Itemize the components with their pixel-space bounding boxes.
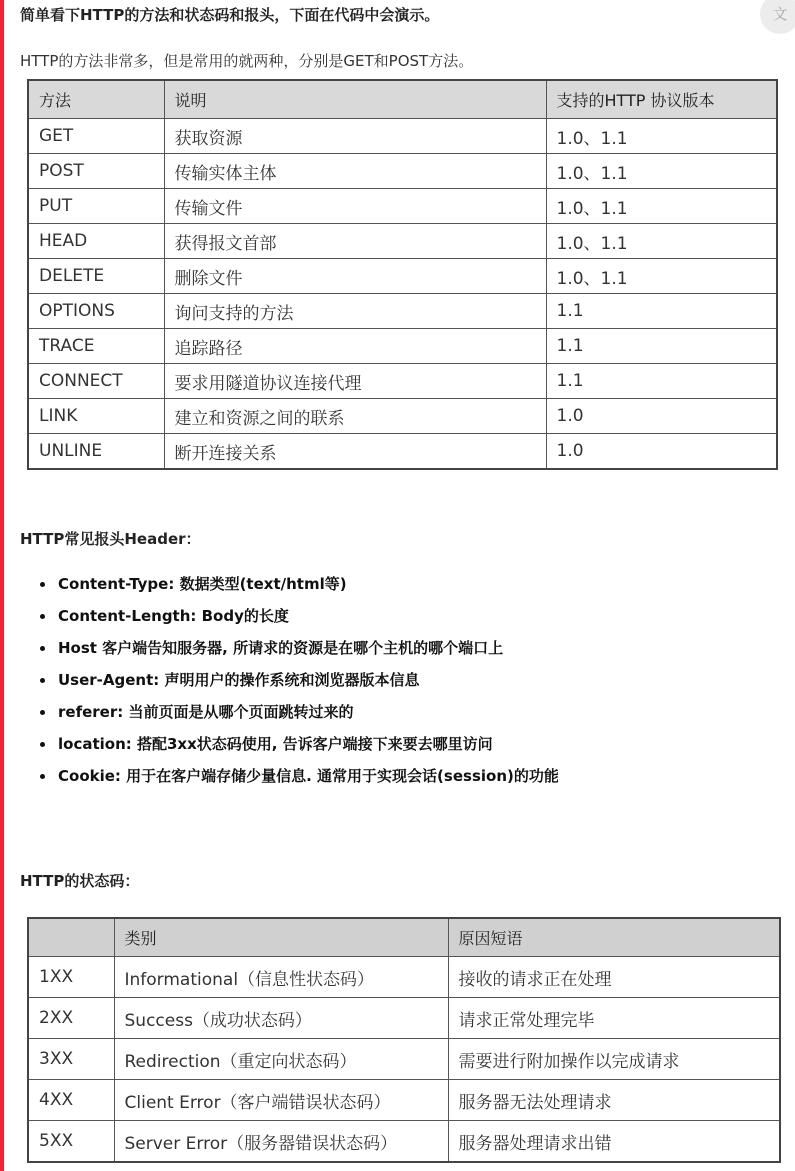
list-item: Host 客户端告知服务器, 所请求的资源是在哪个主机的哪个端口上 xyxy=(58,632,559,664)
table-header-row xyxy=(28,918,780,957)
method-description: 建立和资源之间的联系 xyxy=(164,399,546,434)
table-row xyxy=(28,294,777,329)
method-name: LINK xyxy=(28,399,164,434)
status-code-table xyxy=(27,917,781,1163)
method-version: 1.0、1.1 xyxy=(546,189,777,224)
method-name: PUT xyxy=(28,189,164,224)
method-description: 询问支持的方法 xyxy=(164,294,546,329)
status-reason: 服务器处理请求出错 xyxy=(448,1121,780,1163)
table-row xyxy=(28,998,780,1039)
method-description: 追踪路径 xyxy=(164,329,546,364)
status-reason: 接收的请求正在处理 xyxy=(448,957,780,998)
list-item: referer: 当前页面是从哪个页面跳转过来的 xyxy=(58,696,559,728)
table-row xyxy=(28,189,777,224)
table-row xyxy=(28,957,780,998)
column-header: 类别 xyxy=(114,918,448,957)
left-accent-bar xyxy=(0,0,4,1171)
translate-icon[interactable]: 文 xyxy=(760,0,795,34)
table-row xyxy=(28,329,777,364)
method-version: 1.0、1.1 xyxy=(546,224,777,259)
status-reason: 请求正常处理完毕 xyxy=(448,998,780,1039)
list-item: Content-Type: 数据类型(text/html等) xyxy=(58,568,559,600)
method-version: 1.1 xyxy=(546,364,777,399)
method-description: 断开连接关系 xyxy=(164,434,546,470)
table-row xyxy=(28,259,777,294)
method-description: 传输文件 xyxy=(164,189,546,224)
method-description: 获取资源 xyxy=(164,119,546,154)
method-name: TRACE xyxy=(28,329,164,364)
http-methods-table xyxy=(27,79,778,470)
status-category: Success（成功状态码） xyxy=(114,998,448,1039)
column-header: 方法 xyxy=(28,80,164,119)
status-category: Redirection（重定向状态码） xyxy=(114,1039,448,1080)
column-header: 说明 xyxy=(164,80,546,119)
method-description: 获得报文首部 xyxy=(164,224,546,259)
status-code: 3XX xyxy=(28,1039,114,1080)
method-version: 1.0 xyxy=(546,399,777,434)
table-row xyxy=(28,364,777,399)
intro-heading: 简单看下HTTP的方法和状态码和报头，下面在代码中会演示。 xyxy=(20,6,440,24)
method-name: CONNECT xyxy=(28,364,164,399)
method-version: 1.0、1.1 xyxy=(546,259,777,294)
list-item: User-Agent: 声明用户的操作系统和浏览器版本信息 xyxy=(58,664,559,696)
status-reason: 服务器无法处理请求 xyxy=(448,1080,780,1121)
header-list xyxy=(20,568,559,792)
method-description: 删除文件 xyxy=(164,259,546,294)
status-code: 4XX xyxy=(28,1080,114,1121)
status-category: Informational（信息性状态码） xyxy=(114,957,448,998)
table-header-row xyxy=(28,80,777,119)
table-row xyxy=(28,399,777,434)
status-category: Client Error（客户端错误状态码） xyxy=(114,1080,448,1121)
list-item: Cookie: 用于在客户端存储少量信息. 通常用于实现会话(session)的功能 xyxy=(58,760,559,792)
list-item: Content-Length: Body的长度 xyxy=(58,600,559,632)
method-version: 1.0、1.1 xyxy=(546,119,777,154)
table-row xyxy=(28,1039,780,1080)
list-item: location: 搭配3xx状态码使用, 告诉客户端接下来要去哪里访问 xyxy=(58,728,559,760)
status-category: Server Error（服务器错误状态码） xyxy=(114,1121,448,1163)
table-row xyxy=(28,119,777,154)
method-name: GET xyxy=(28,119,164,154)
intro-paragraph: HTTP的方法非常多，但是常用的就两种，分别是GET和POST方法。 xyxy=(20,52,474,70)
header-section-heading: HTTP常见报头Header： xyxy=(20,530,201,548)
table-row xyxy=(28,1080,780,1121)
table-row xyxy=(28,1121,780,1163)
table-row xyxy=(28,224,777,259)
method-name: POST xyxy=(28,154,164,189)
method-name: DELETE xyxy=(28,259,164,294)
status-code: 2XX xyxy=(28,998,114,1039)
method-version: 1.0 xyxy=(546,434,777,470)
column-header: 原因短语 xyxy=(448,918,780,957)
method-name: HEAD xyxy=(28,224,164,259)
table-row xyxy=(28,154,777,189)
method-version: 1.1 xyxy=(546,329,777,364)
status-code: 1XX xyxy=(28,957,114,998)
table-row xyxy=(28,434,777,470)
method-description: 要求用隧道协议连接代理 xyxy=(164,364,546,399)
method-version: 1.0、1.1 xyxy=(546,154,777,189)
column-header xyxy=(28,918,114,957)
method-name: OPTIONS xyxy=(28,294,164,329)
status-code: 5XX xyxy=(28,1121,114,1163)
status-reason: 需要进行附加操作以完成请求 xyxy=(448,1039,780,1080)
status-section-heading: HTTP的状态码： xyxy=(20,872,140,890)
column-header: 支持的HTTP 协议版本 xyxy=(546,80,777,119)
method-name: UNLINE xyxy=(28,434,164,470)
method-description: 传输实体主体 xyxy=(164,154,546,189)
method-version: 1.1 xyxy=(546,294,777,329)
